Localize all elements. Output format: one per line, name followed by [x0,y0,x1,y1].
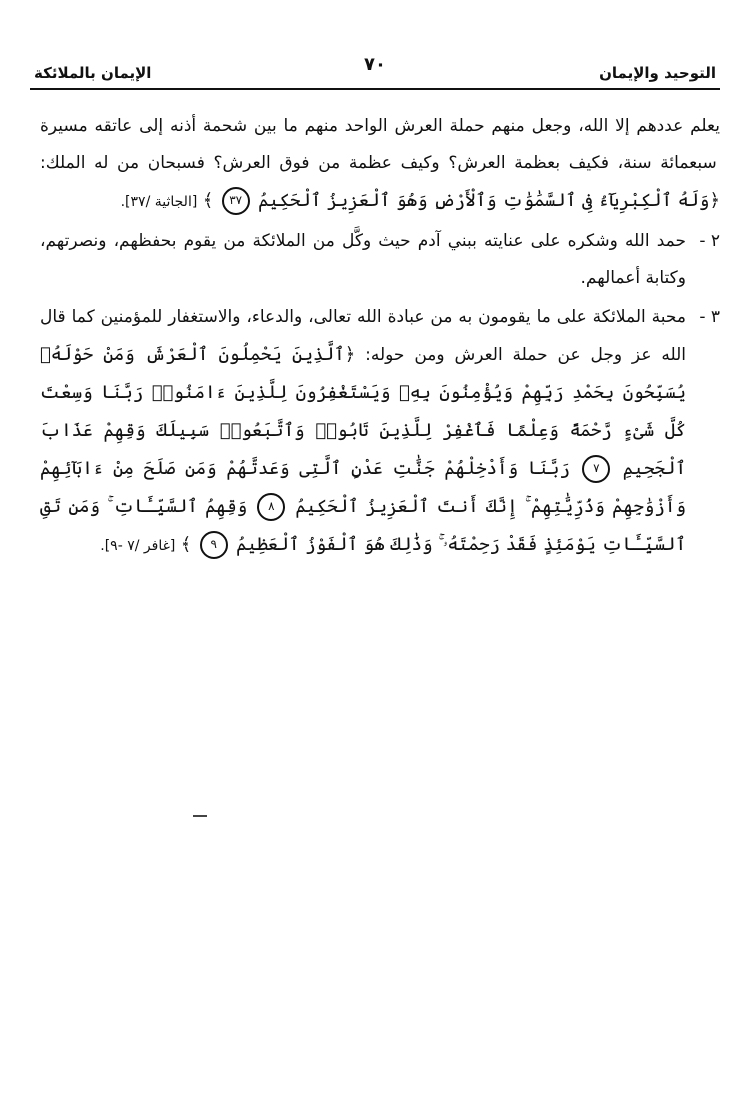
quran-verse: رَبَّنَا وَأَدْخِلْهُمْ جَنَّٰتِ عَدْنٍ ٱلَّتِى وَعَدتَّهُمْ وَمَن صَلَحَ مِنْ ءَابَآئِهِمْ وَأَزْوَٰجِهِمْ وَذُرِّيَّٰتِهِمْ ۚ إِنَّكَ أَنتَ ٱلْعَزِيزُ ٱلْحَكِيمُ [40,458,687,517]
list-item-text: حمد الله وشكره على عنايته ببني آدم حيث وكَّل من الملائكة من يقوم بحفظهم، ونصرتهم، وكتابة أعمالهم. [40,231,686,288]
list-item-content [40,299,686,565]
page-number: ٧٠ [364,54,386,75]
quran-close-bracket: ﴾ [180,534,192,555]
quran-citation: [الجاثية /٣٧]. [120,194,198,210]
ayah-number-marker: ٩ [200,531,228,559]
print-mark [193,815,207,817]
page-header [30,54,720,90]
list-item-3 [40,299,720,565]
ayah-number-marker: ٨ [257,493,285,521]
book-title: التوحيد والإيمان [599,64,716,82]
quran-close-bracket: ﴾ [202,190,214,211]
ayah-number-marker: ٣٧ [222,187,250,215]
page-body [40,108,720,565]
ayah-number-marker: ٧ [582,455,610,483]
list-item-text: محبة الملائكة على ما يقومون به من عبادة الله تعالى، والدعاء، والاستغفار للمؤمنين كما قال الله عز وجل عن حملة العرش ومن حوله: [40,307,686,365]
chapter-title: الإيمان بالملائكة [34,64,152,82]
list-item-number: ٣ - [699,307,720,327]
list-item-2 [40,223,720,297]
intro-paragraph [40,108,720,221]
quran-verse: وَقِهِمُ ٱلسَّيِّـَٔاتِ ۚ وَمَن تَقِ ٱلسَّيِّـَٔاتِ يَوْمَئِذٍ فَقَدْ رَحِمْتَهُۥ ۚ وَذَٰلِكَ هُوَ ٱلْفَوْزُ ٱلْعَظِيمُ [40,496,686,555]
quran-verse: ﴿وَلَهُ ٱلْكِبْرِيَآءُ فِى ٱلسَّمَٰوَٰتِ وَٱلْأَرْضِ وَهُوَ ٱلْعَزِيزُ ٱلْحَكِيمُ [258,190,720,211]
quran-citation: [غافر /٧ -٩]. [100,538,176,554]
quran-verse: ﴿ٱلَّذِينَ يَحْمِلُونَ ٱلْعَرْشَ وَمَنْ حَوْلَهُۥ يُسَبِّحُونَ بِحَمْدِ رَبِّهِمْ وَيُؤْمِنُونَ بِهِۦ وَيَسْتَغْفِرُونَ لِلَّذِينَ ءَامَنُوا۟ رَبَّنَا وَسِعْتَ كُلَّ شَىْءٍ رَّحْمَةً وَعِلْمًا فَٱغْفِرْ لِلَّذِينَ تَابُوا۟ وَٱتَّبَعُوا۟ سَبِيلَكَ وَقِهِمْ عَذَابَ ٱلْجَحِيمِ [40,344,687,479]
list-item-number: ٢ - [699,231,720,251]
intro-text: يعلم عددهم إلا الله، وجعل منهم حملة العرش الواحد منهم ما بين شحمة أذنه إلى عاتقه مسيرة سبعمائة سنة، فكيف بعظمة العرش؟ وكيف عظمة من فوق العرش؟ فسبحان من له الملك: [40,116,720,173]
